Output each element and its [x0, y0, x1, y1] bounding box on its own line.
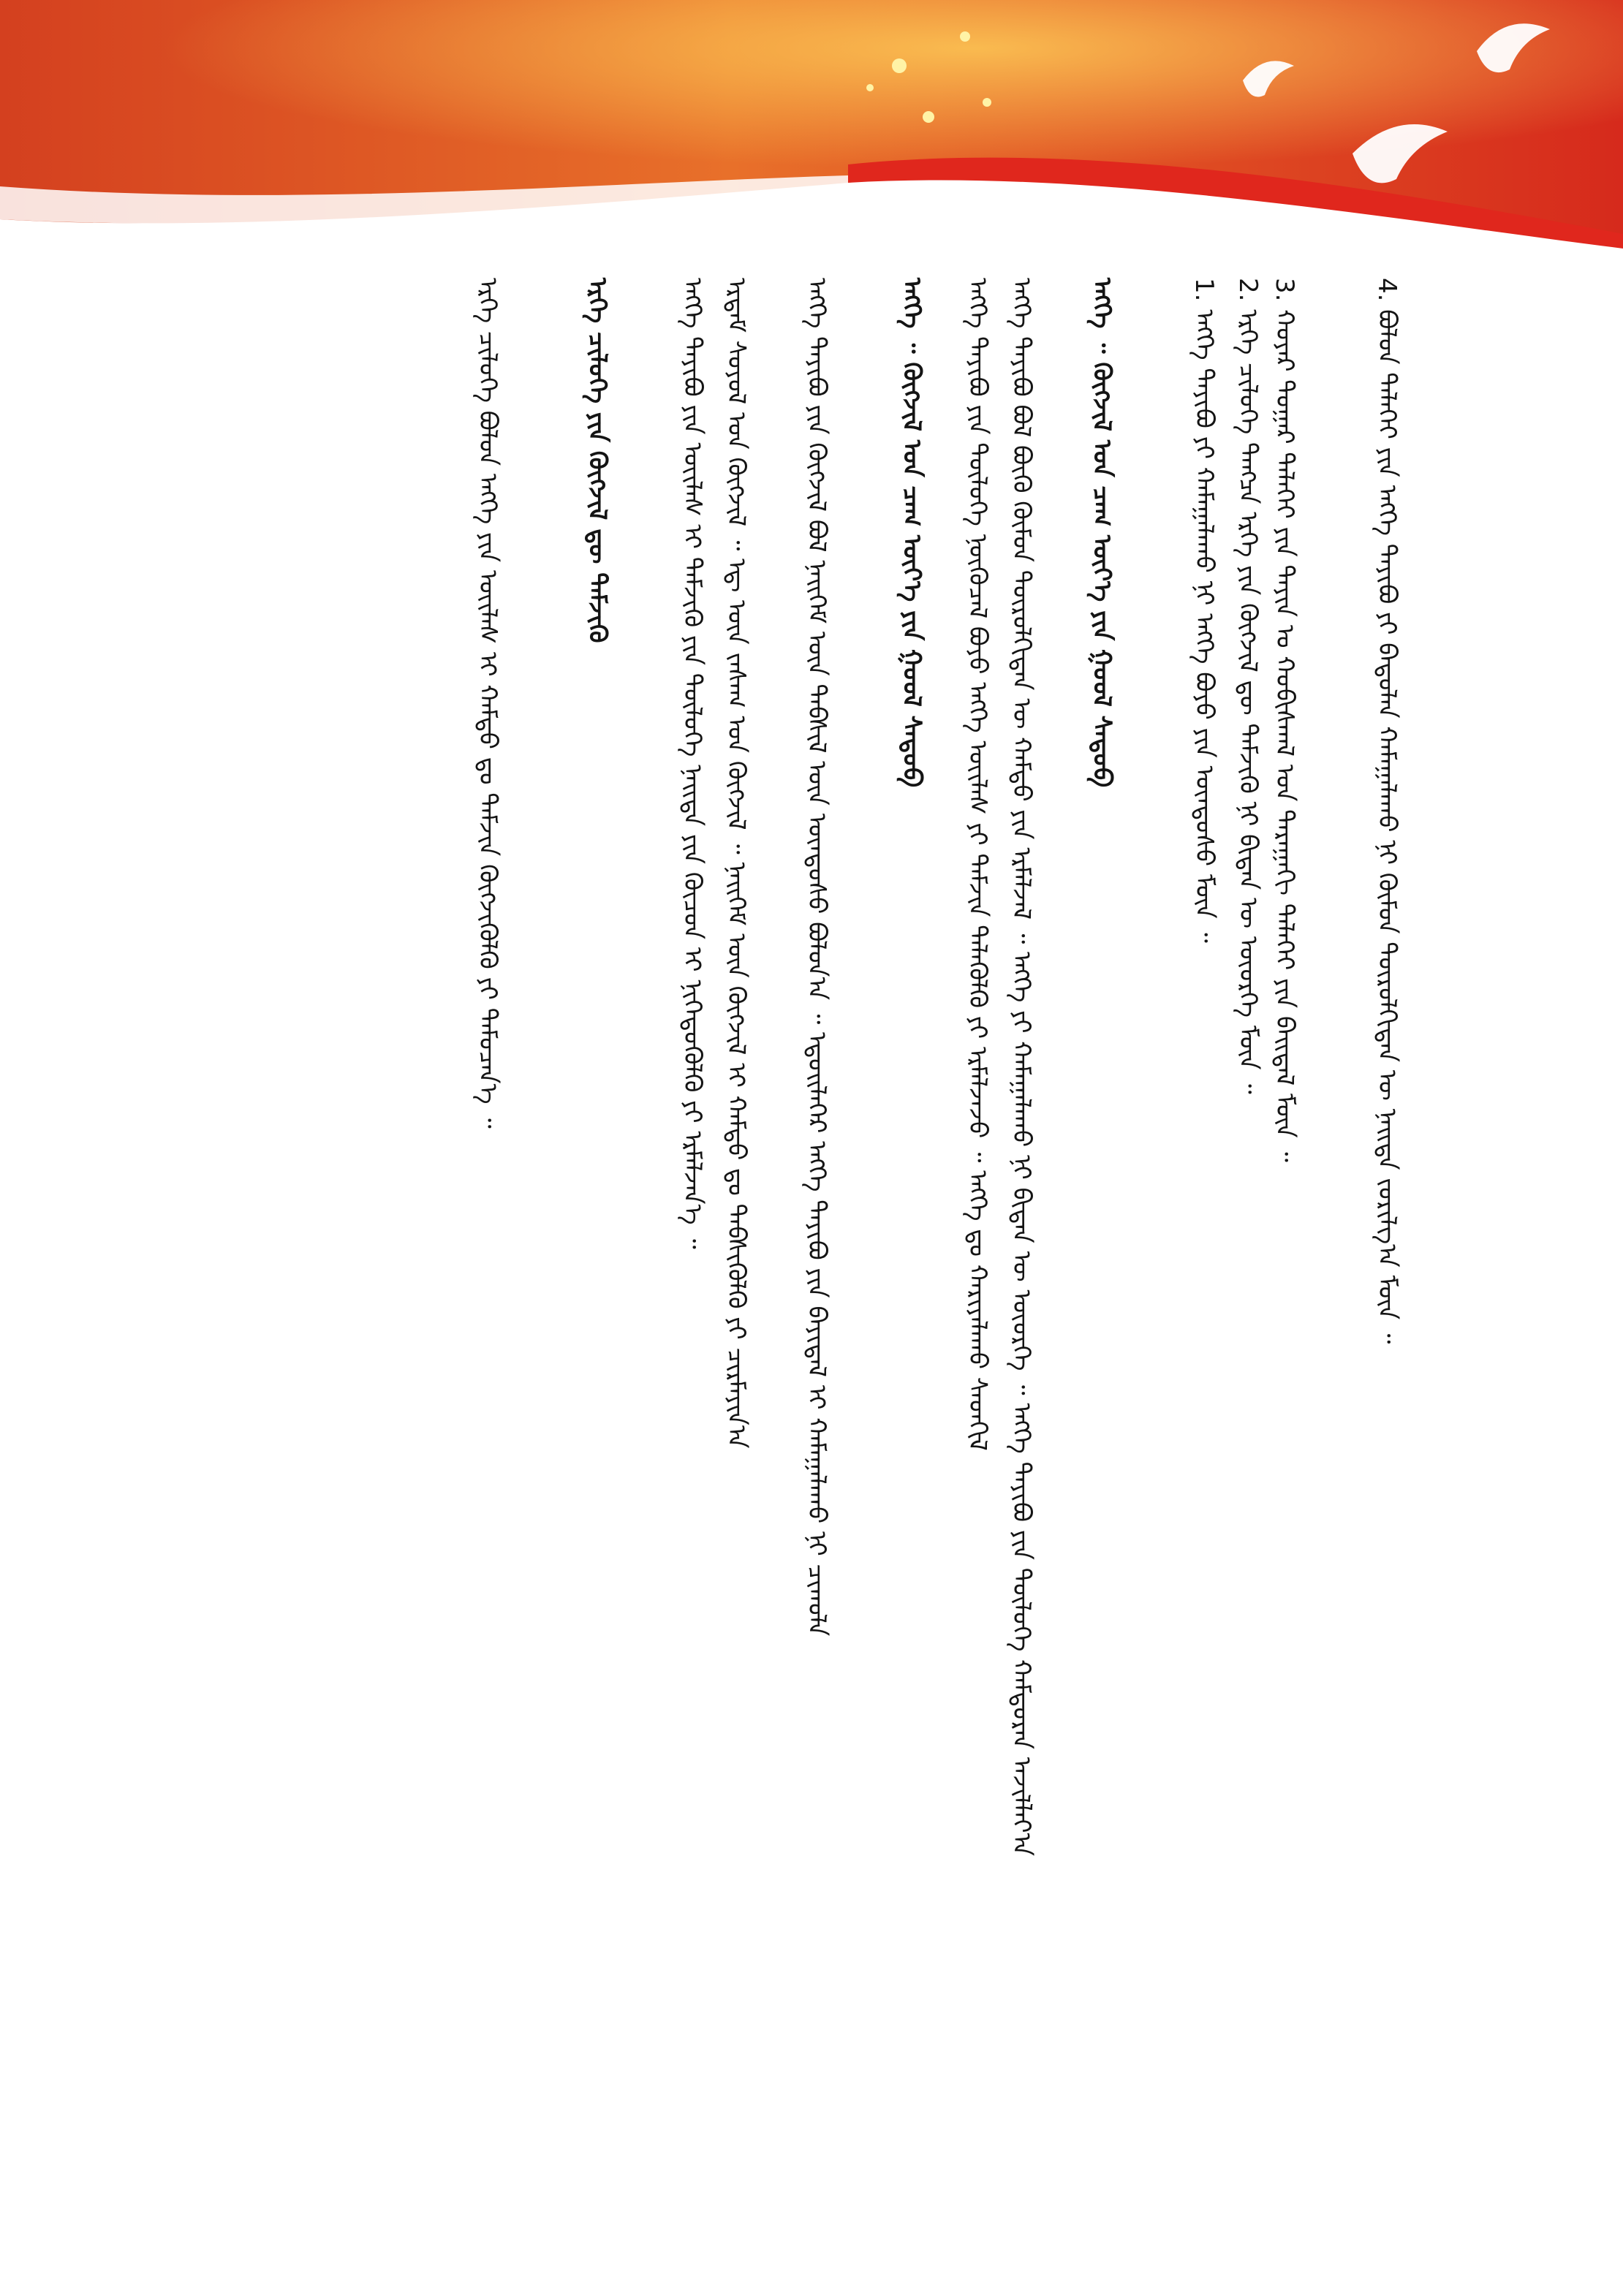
text-column	[899, 278, 924, 787]
list-number: 2.	[1233, 278, 1263, 310]
column-text: ᠡᠩᠬᠡ ᠳᠠᠶᠢᠪᠣ ᠶᠢᠨ ᠦᠢᠯᠡᠰ ᠢ ᠳᠡᠮᠵᠢᠬᠦ ᠶᠢᠨ ᠲᠥᠯᠦᠭᠡ ᠨᠡᠢᠲᠡ ᠶᠢᠨ ᠬᠦᠴᠦᠨ ᠢ ᠨᠢᠭᠡᠳᠦᠭᠦᠯᠬᠦ ᠶᠢ ᠡᠷᠮᠡᠯᠵᠡᠨ᠎ᠡ ᠃	[678, 278, 707, 1249]
text-column	[965, 278, 990, 1451]
list-number: 1.	[1189, 278, 1219, 310]
text-column	[680, 278, 705, 1249]
text-column	[724, 278, 749, 1448]
column-text: ᠡᠷᠬᠡ ᠴᠢᠯᠦᠭᠡ ᠶᠢᠨ ᠬᠥᠭᠵᠢᠯ ᠳᠦ ᠳᠡᠮᠵᠢᠬᠦ	[583, 278, 612, 643]
column-text: ᠡᠩᠬᠡ ᠳᠠᠶᠢᠪᠣ ᠶᠢᠨ ᠬᠥᠭᠵᠢᠯ ᠪᠣᠯ ᠨᠡᠢᠭᠡᠮ ᠦᠨ ᠳᠡᠪᠰᠢᠯ ᠦᠨ ᠦᠨᠳᠦᠰᠦ ᠪᠣᠯᠤᠨ᠎ᠠ ᠃ ᠡᠳᠦᠢᠯᠡᠭᠡᠷ ᠡᠩᠬᠡ ᠳᠠᠶᠢᠪᠣ ᠶᠢᠨ ᠪᠠᠶᠢᠳᠠᠯ ᠢ ᠬᠠᠮᠠᠭᠠᠯᠠᠬᠤ ᠨᠢ ᠴᠢᠬᠤᠯᠠ	[802, 278, 831, 1637]
column-text: ᠬᠣᠶᠠᠷ ᠳᠤᠭᠠᠷ ᠳᠡᠯᠡᠬᠡᠢ ᠶᠢᠨ ᠳᠠᠶᠢᠨ ᠤ ᠬᠣᠪᠢᠰᠬᠠᠯ ᠤᠨ ᠳᠠᠷᠠᠭᠠᠬᠢ ᠳᠡᠯᠡᠬᠡᠢ ᠶᠢᠨ ᠪᠠᠢᠳᠠᠯ ᠮᠥᠨ ᠃	[1270, 309, 1299, 1162]
column-text: ᠡᠷᠬᠡ ᠴᠢᠯᠦᠭᠡ ᠲᠡᠩᠴᠡ ᠡᠷᠬᠡ ᠶᠢᠨ ᠬᠥᠭᠵᠢᠯ ᠳᠦ ᠳᠡᠮᠵᠢᠬᠦ ᠨᠢ ᠪᠢᠳᠡᠨ ᠦ ᠦᠦᠷᠭᠡ ᠮᠥᠨ ᠃	[1233, 309, 1263, 1094]
text-column	[1009, 278, 1034, 1856]
column-text: ᠪᠣᠯᠣᠨ ᠳᠡᠯᠡᠬᠡᠢ ᠶᠢᠨ ᠡᠩᠬᠡ ᠲᠠᠶᠢᠪᠣ ᠶᠢ ᠪᠠᠲᠤᠯᠠᠨ ᠬᠠᠮᠠᠭᠠᠯᠠᠬᠤ ᠨᠢ ᠬᠦᠮᠦᠨ ᠲᠥᠷᠦᠯᠬᠢᠲᠡᠨ ᠦ ᠨᠡᠢᠲᠡ ᠵᠣᠷᠢᠯᠭ᠎ᠠ ᠮᠥᠨ ᠃	[1372, 309, 1401, 1344]
text-column	[1089, 278, 1114, 787]
column-text: ᠡᠩᠬᠡ ᠳᠠᠶᠢᠪᠣ ᠶᠢ ᠬᠠᠮᠠᠭᠠᠯᠠᠬᠤ ᠨᠢ ᠡᠩᠬᠡ ᠪᠣᠶᠣ ᠶᠢᠨ ᠦᠨᠳᠦᠰᠦ ᠮᠥᠨ ᠃	[1189, 309, 1219, 943]
text-column	[1272, 278, 1297, 1162]
text-column	[475, 278, 500, 1129]
column-text: ᠡᠷᠬᠡ ᠴᠢᠯᠦᠭᠡ ᠪᠤᠯᠤᠨ ᠡᠩᠬᠡ ᠶᠢᠨ ᠦᠢᠯᠡᠰ ᠢ ᠬᠠᠮᠲᠤ ᠳᠤ ᠳᠡᠮᠵᠢᠨ ᠬᠥᠭᠵᠢᠭᠦᠯᠬᠦ ᠶᠢ ᠲᠡᠮᠦᠴᠡᠨ᠎ᠡ ᠃	[473, 278, 502, 1129]
column-text: ᠡᠩᠬᠡ ᠳᠠᠶᠢᠪᠣ ᠶᠢᠨ ᠲᠥᠯᠦᠭᠡ ᠨᠥᠭᠦᠴᠡᠯ ᠪᠤᠶᠤ ᠡᠩᠬᠡ ᠦᠢᠯᠡᠰ ᠶᠢ ᠳᠡᠮᠵᠢᠨ ᠲᠡᠯᠡᠭᠦᠯᠬᠦ ᠶᠢ ᠡᠷᠮᠡᠯᠵᠡᠵᠦ ᠃ ᠡᠩᠬᠡ ᠳᠤ ᠬᠠᠷᠢᠶᠠᠯᠠᠬᠤ ᠰᠡᠳᠬᠢᠯ	[963, 278, 992, 1451]
column-text: ᠡᠩᠬᠡ ᠃ ᠬᠥᠭᠵᠢᠯ ᠤᠨ ᠴᠠᠭ ᠦᠶ᠎ᠡ ᠶᠢᠨ ᠭᠣᠣᠯ ᠰᠡᠳᠦᠪ	[897, 278, 926, 788]
text-column	[804, 278, 829, 1636]
list-number: 3.	[1270, 278, 1299, 310]
text-column	[1374, 278, 1399, 1344]
text-column	[1233, 278, 1263, 1094]
text-column	[1189, 278, 1219, 943]
column-text: ᠡᠩᠬᠡ ᠃ ᠬᠥᠭᠵᠢᠯ ᠤᠨ ᠴᠠᠭ ᠦᠶ᠎ᠡ ᠶᠢᠨ ᠭᠣᠣᠯ ᠰᠡᠳᠦᠪ	[1087, 278, 1116, 788]
text-column	[585, 278, 610, 643]
column-text: ᠡᠷᠳᠡᠮ ᠰᠣᠶᠣᠯ ᠤᠨ ᠬᠥᠭᠵᠢᠯ ᠃ ᠡᠳ᠋ ᠦᠨ ᠵᠠᠰᠠᠭ ᠤᠨ ᠬᠥᠭᠵᠢᠯ ᠃ ᠨᠡᠢᠭᠡᠮ ᠦᠨ ᠬᠥᠭᠵᠢᠯ ᠢ ᠬᠠᠮᠲᠤ ᠳᠤ ᠳᠡᠪᠰᠢᠭᠦᠯᠬᠦ ᠶᠢ ᠴᠢᠷᠮᠠᠶᠢᠨ᠎ᠠ	[722, 278, 751, 1449]
list-number: 4.	[1372, 278, 1401, 310]
column-text: ᠡᠩᠬᠡ ᠳᠠᠶᠢᠪᠣ ᠪᠣᠯ ᠪᠦᠬᠦ ᠬᠦᠮᠦᠨ ᠲᠥᠷᠦᠯᠬᠢᠲᠡᠨ ᠦ ᠬᠠᠮᠲᠤ ᠶᠢᠨ ᠡᠷᠮᠡᠯᠵᠡᠯ ᠃ ᠡᠩᠬᠡ ᠶᠢ ᠬᠠᠮᠠᠭᠠᠯᠠᠬᠤ ᠨᠢ ᠪᠢᠳᠡᠨ ᠦ ᠦᠦᠷᠭᠡ ᠃ ᠡᠩᠬᠡ ᠳᠠᠶᠢᠪᠣ ᠶᠢᠨ ᠲᠥᠯᠦᠭᠡ ᠬᠠᠮᠲᠤᠷᠠᠨ ᠠᠵᠢᠯᠯᠠᠶ᠎ᠠ	[1007, 278, 1036, 1857]
